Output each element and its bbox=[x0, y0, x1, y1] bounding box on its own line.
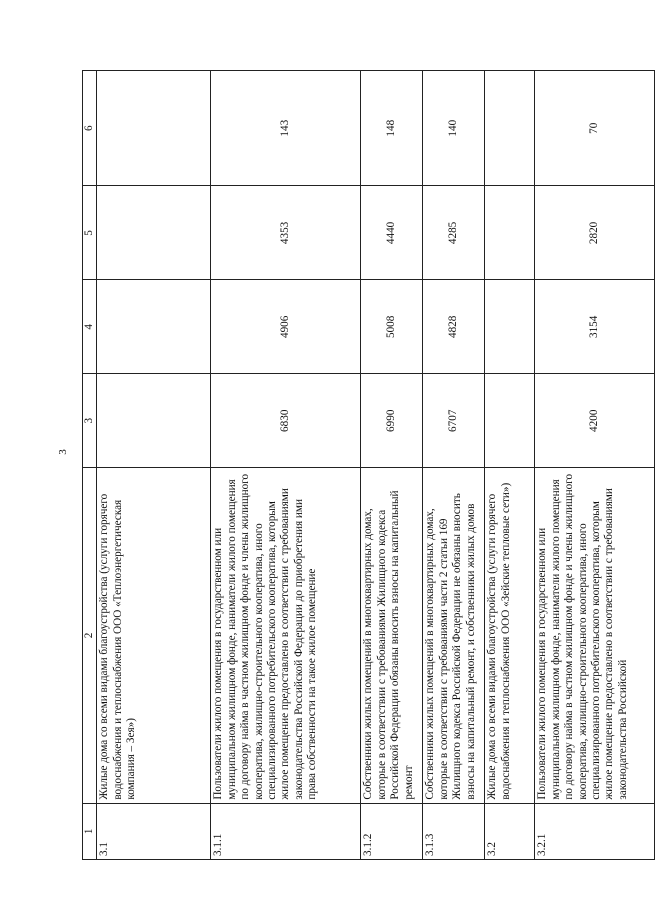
value-cell: 143 bbox=[211, 71, 361, 186]
table-row bbox=[361, 71, 423, 860]
table-header-row bbox=[83, 71, 97, 860]
value-cell: 4285 bbox=[423, 186, 485, 280]
table-container bbox=[82, 70, 629, 860]
row-description: Собственники жилых помещений в многоквартирных домах, которые в соответствии с требованиями части 2 статьи 169 Жилищного кодекса Российской Федерации не обязаны вносить взносы на капитальный ремонт, и собственники жилых домов bbox=[423, 468, 485, 803]
table-row bbox=[97, 71, 211, 860]
header-cell: 3 bbox=[83, 374, 97, 468]
value-cell bbox=[485, 186, 535, 280]
value-cell: 2820 bbox=[535, 186, 655, 280]
table-row bbox=[211, 71, 361, 860]
value-cell bbox=[97, 374, 211, 468]
row-description: Пользователи жилого помещения в государственном или муниципальном жилищном фонде, наниматели жилого помещения по договору найма в частном жилищном фонде и члены жилищного кооператива, жилищно-строительного кооператива, иного специализированного потребительского кооператива, которым жилое помещение предоставлено в соответствии с требованиями законодательства Российской Федерации до приобретения ими права собственности на такое жилое помещение bbox=[211, 468, 361, 803]
row-number: 3.2.1 bbox=[535, 803, 655, 859]
value-cell: 4828 bbox=[423, 280, 485, 374]
page-number: 3 bbox=[57, 449, 69, 455]
value-cell: 4440 bbox=[361, 186, 423, 280]
row-number: 3.2 bbox=[485, 803, 535, 859]
table-row bbox=[535, 71, 655, 860]
header-cell: 2 bbox=[83, 468, 97, 803]
value-cell: 140 bbox=[423, 71, 485, 186]
header-cell: 1 bbox=[83, 803, 97, 859]
row-description: Пользователи жилого помещения в государственном или муниципальном жилищном фонде, наниматели жилого помещения по договору найма в частном жилищном фонде и члены жилищного кооператива, жилищно-строительного кооператива, иного специализированного потребительского кооператива, которым жилое помещение предоставлено в соответствии с требованиями законодательства Российской bbox=[535, 468, 655, 803]
tariff-table bbox=[82, 70, 655, 860]
row-description: Жилые дома со всеми видами благоустройства (услуги горячего водоснабжения и теплоснабжения ООО «Теплоэнергетическая компания – Зея») bbox=[97, 468, 211, 803]
value-cell bbox=[485, 280, 535, 374]
row-number: 3.1.2 bbox=[361, 803, 423, 859]
value-cell: 6707 bbox=[423, 374, 485, 468]
value-cell: 148 bbox=[361, 71, 423, 186]
header-cell: 5 bbox=[83, 186, 97, 280]
table-row bbox=[485, 71, 535, 860]
row-number: 3.1.1 bbox=[211, 803, 361, 859]
value-cell bbox=[485, 71, 535, 186]
value-cell bbox=[97, 280, 211, 374]
value-cell: 4200 bbox=[535, 374, 655, 468]
rotated-table bbox=[82, 70, 629, 860]
value-cell: 6830 bbox=[211, 374, 361, 468]
value-cell: 4353 bbox=[211, 186, 361, 280]
header-cell: 4 bbox=[83, 280, 97, 374]
table-row bbox=[423, 71, 485, 860]
header-cell: 6 bbox=[83, 71, 97, 186]
value-cell: 3154 bbox=[535, 280, 655, 374]
value-cell: 70 bbox=[535, 71, 655, 186]
value-cell bbox=[485, 374, 535, 468]
row-description: Собственники жилых помещений в многоквартирных домах, которые в соответствии с требованиями Жилищного кодекса Российской Федерации обязаны вносить взносы на капитальный ремонт bbox=[361, 468, 423, 803]
row-number: 3.1.3 bbox=[423, 803, 485, 859]
value-cell: 5008 bbox=[361, 280, 423, 374]
value-cell: 4906 bbox=[211, 280, 361, 374]
value-cell: 6990 bbox=[361, 374, 423, 468]
value-cell bbox=[97, 71, 211, 186]
row-description: Жилые дома со всеми видами благоустройства (услуги горячего водоснабжения и теплоснабжения ООО «Зейские тепловые сети») bbox=[485, 468, 535, 803]
value-cell bbox=[97, 186, 211, 280]
row-number: 3.1 bbox=[97, 803, 211, 859]
